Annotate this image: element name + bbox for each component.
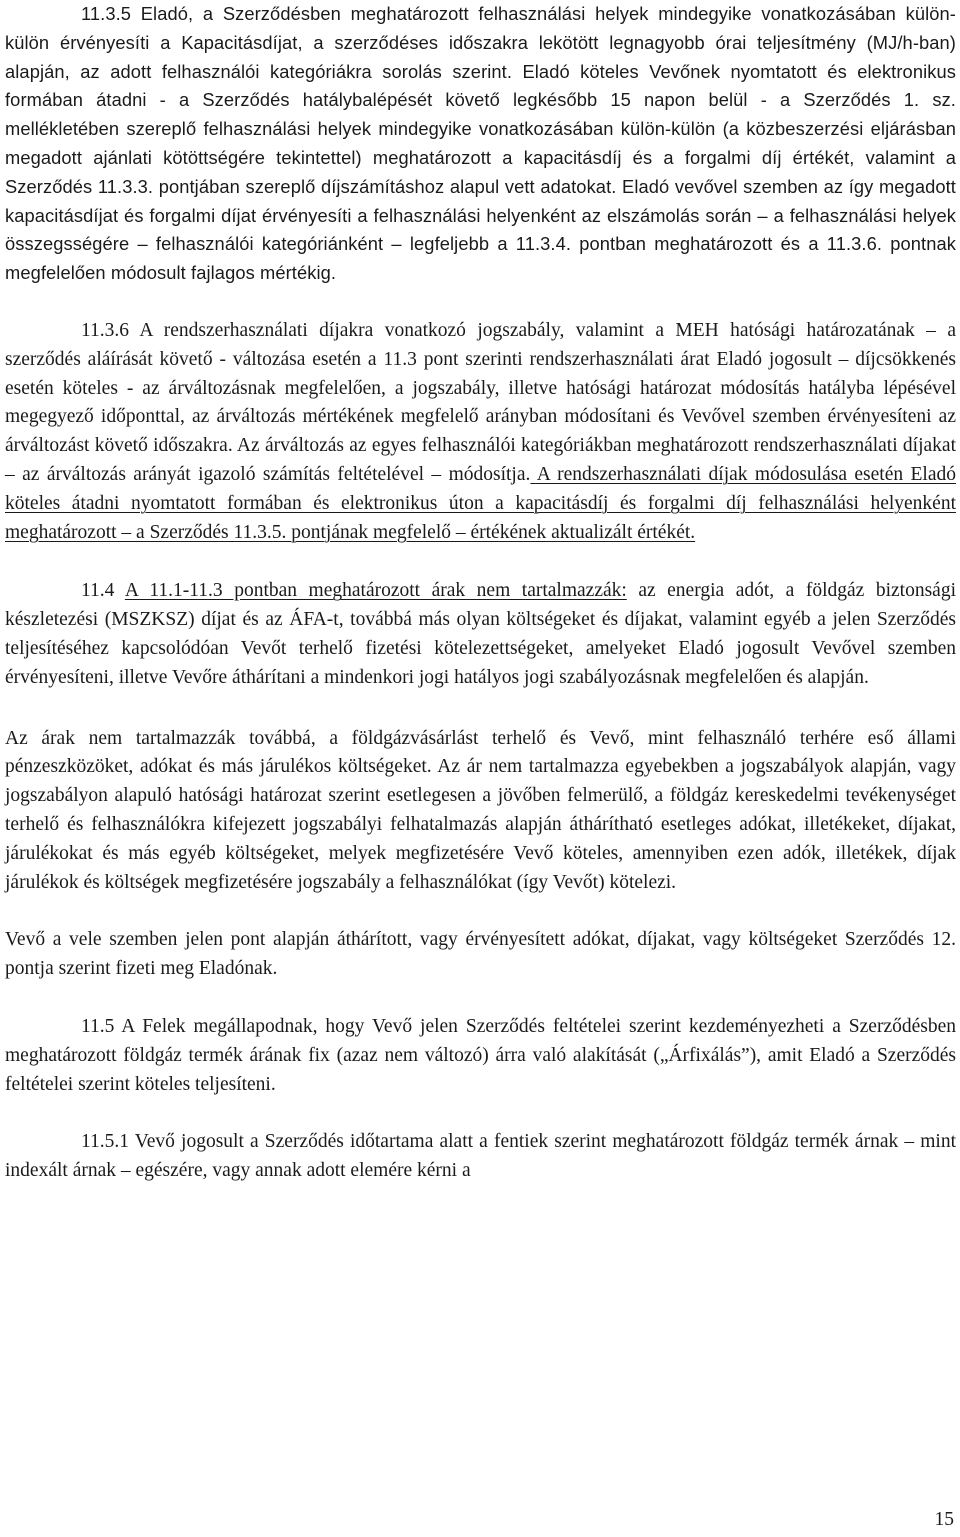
paragraph-11-5 [5,1013,956,1099]
paragraph-arak [5,725,956,898]
paragraph-11-3-6 [5,317,956,547]
page-number: 15 [934,1509,954,1530]
paragraph-11-3-6-underlined-text: A rendszerhasználati díjak módosulása esetén Eladó köteles átadni nyomtatott formában és elektronikus úton a kapacitásdíj és forgalmi díj felhasználási helyenként meghatározott – a Szerződés 11.3.5. pontjának megfelelő – értékének aktualizált értékét. [5,463,957,543]
paragraph-vevo [5,926,956,984]
paragraph-11-5-text: 11.5 A Felek megállapodnak, hogy Vevő jelen Szerződés feltételei szerint kezdeményezheti a Szerződésben meghatározott földgáz termék árának fix (azaz nem változó) árra való alakítását („Árfixálás”), amit Eladó a Szerződés feltételei szerint köteles teljesíteni. [5,1015,956,1095]
paragraph-11-3-5 [5,0,956,288]
paragraph-11-5-1 [5,1128,956,1186]
document-page [5,0,956,1186]
paragraph-11-3-5-text: 11.3.5 Eladó, a Szerződésben meghatározott felhasználási helyek mindegyike vonatkozásában külön-külön érvényesíti a Kapacitásdíjat, a szerződéses időszakra lekötött legnagyobb órai teljesítmény (MJ/h-ban) alapján, az adott felhasználói kategóriákra sorolás szerint. Eladó köteles Vevőnek nyomtatott és elektronikus formában átadni - a Szerződés hatálybalépését követő legkésőbb 15 napon belül - a Szerződés 1. sz. mellékletében szereplő felhasználási helyek mindegyike vonatkozásában külön-külön (a közbeszerzési eljárásban megadott ajánlati kötöttségére tekintettel) meghatározott a kapacitásdíj és a forgalmi díj értékét, valamint a Szerződés 11.3.3. pontjában szereplő díjszámításhoz alapul vett adatokat. Eladó vevővel szemben az így megadott kapacitásdíjat és forgalmi díjat érvényesíti a felhasználási helyenként az elszámolás során – a felhasználási helyek összegsségére – felhasználói kategóriánként – legfeljebb a 11.3.4. pontban meghatározott és a 11.3.6. pontnak megfelelően módosult fajlagos mértékig. [5,3,956,284]
paragraph-11-3-6-text: 11.3.6 A rendszerhasználati díjakra vonatkozó jogszabály, valamint a MEH hatósági határozatának – a szerződés aláírását követő - változása esetén a 11.3 pont szerinti rendszerhasználati árat Eladó jogosult – díjcsökkenés esetén köteles - az árváltozásnak megfelelően, a jogszabály, illetve hatósági határozat módosítás hatályba lépésével megegyező időponttal, az árváltozás mértékének megfelelő arányban módosítani és Vevővel szemben érvényesíteni az árváltozást követő időszakra. Az árváltozás az egyes felhasználói kategóriákban meghatározott rendszerhasználati díjakat – az árváltozás arányát igazoló számítás feltételével – módosítja. [5,319,956,485]
paragraph-11-4 [5,577,956,692]
paragraph-11-4-text: az energia adót, a földgáz biztonsági készletezési (MSZKSZ) díjat és az ÁFA-t, továbbá más olyan költségeket és díjakat, valamint egyéb a jelen Szerződés teljesítéséhez kapcsolódóan Vevőt terhelő fizetési kötelezettségeket, amelyeket Eladó jogosult Vevővel szemben érvényesíteni, illetve Vevőre áthárítani a mindenkori jogi hatályos jogi szabályozásnak megfelelően és alapján. [5,580,956,688]
paragraph-11-4-underlined-text: A 11.1-11.3 pontban meghatározott árak nem tartalmazzák: [124,580,627,602]
paragraph-arak-text: Az árak nem tartalmazzák továbbá, a földgázvásárlást terhelő és Vevő, mint felhasználó terhére eső állami pénzeszközöket, adókat és más járulékos költségeket. Az ár nem tartalmazza egyebekben a jogszabályok alapján, vagy jogszabályon alapuló hatósági határozat szerint esetlegesen a jövőben felmerülő, a földgáz kereskedelmi tevékenységet terhelő és felhasználókra kifejezett jogszabályi felhatalmazás alapján áthárítható esetleges adókat, illetékeket, díjakat, járulékokat és más egyéb költségeket, melyek megfizetésére Vevő köteles, amennyiben ezen adók, illetékek, díjak járulékok és költségek megfizetésére jogszabály a felhasználókat (így Vevőt) kötelezi. [5,727,956,893]
paragraph-vevo-text: Vevő a vele szemben jelen pont alapján áthárított, vagy érvényesített adókat, díjakat, vagy költségeket Szerződés 12. pontja szerint fizeti meg Eladónak. [5,929,956,980]
paragraph-11-5-1-text: 11.5.1 Vevő jogosult a Szerződés időtartama alatt a fentiek szerint meghatározott földgáz termék árnak – mint indexált árnak – egészére, vagy annak adott elemére kérni a [5,1131,956,1182]
paragraph-11-4-number: 11.4 [81,580,125,602]
